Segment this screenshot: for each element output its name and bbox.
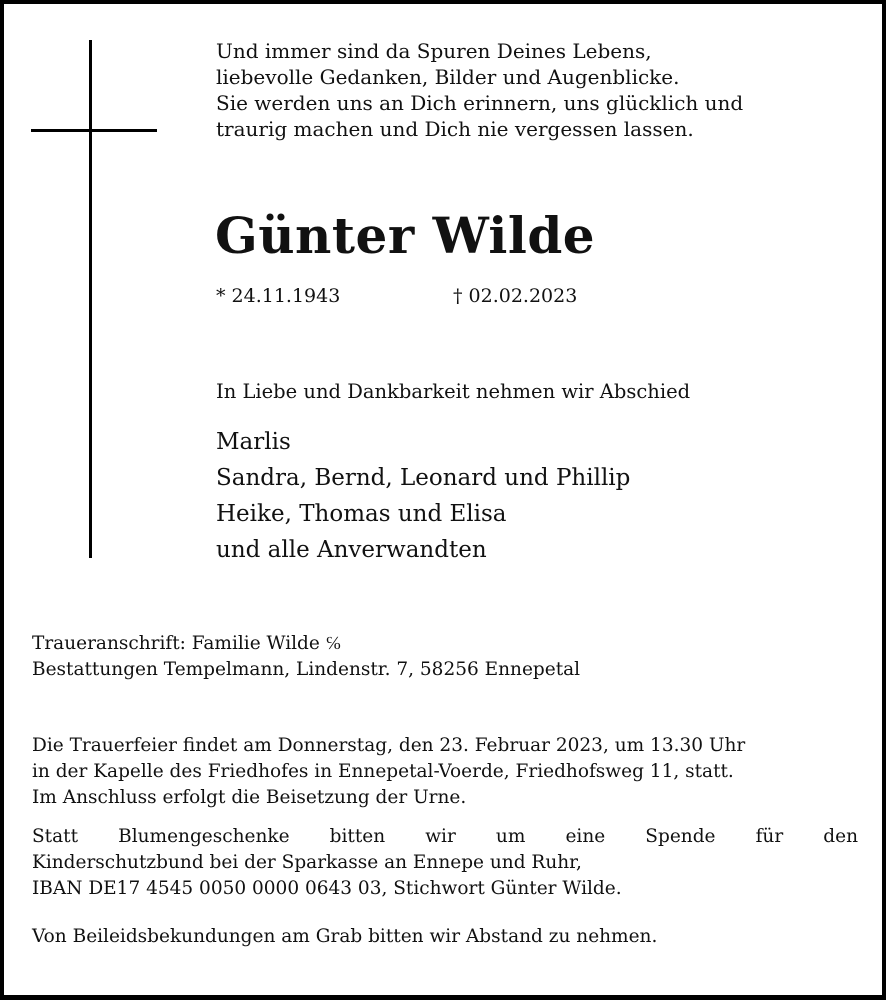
- ceremony-info: [32, 733, 745, 811]
- poem: [216, 38, 743, 142]
- poem-line: liebevolle Gedanken, Bilder und Augenblicke.: [216, 65, 680, 89]
- mourner: Heike, Thomas und Elisa: [216, 501, 507, 527]
- address-line: Bestattungen Tempelmann, Lindenstr. 7, 58256 Ennepetal: [32, 659, 581, 680]
- address-line: Traueranschrift: Familie Wilde ℅: [32, 633, 342, 654]
- birth-date: * 24.11.1943: [216, 285, 341, 307]
- mourners-list: [216, 424, 630, 568]
- donation-line: Kinderschutzbund bei der Sparkasse an Ennepe und Ruhr,: [32, 852, 582, 873]
- poem-line: Sie werden uns an Dich erinnern, uns glücklich und: [216, 91, 744, 115]
- mourner: und alle Anverwandten: [216, 537, 487, 563]
- death-date: † 02.02.2023: [453, 285, 578, 307]
- ceremony-line: in der Kapelle des Friedhofes in Ennepetal-Voerde, Friedhofsweg 11, statt.: [32, 761, 734, 782]
- donation-line: Statt Blumengeschenke bitten wir um eine Spende für den: [32, 826, 858, 847]
- condolences-note: Von Beileidsbekundungen am Grab bitten wir Abstand zu nehmen.: [32, 926, 658, 947]
- ceremony-line: Im Anschluss erfolgt die Beisetzung der Urne.: [32, 787, 467, 808]
- mourning-address: [32, 631, 580, 683]
- deceased-name: Günter Wilde: [215, 206, 596, 265]
- poem-line: traurig machen und Dich nie vergessen lassen.: [216, 117, 694, 141]
- donation-line: IBAN DE17 4545 0050 0000 0643 03, Stichwort Günter Wilde.: [32, 878, 622, 899]
- mourner: Marlis: [216, 429, 291, 455]
- donation-info: [32, 824, 858, 902]
- cross-icon-horizontal: [31, 129, 157, 132]
- ceremony-line: Die Trauerfeier findet am Donnerstag, den 23. Februar 2023, um 13.30 Uhr: [32, 735, 746, 756]
- farewell-intro: In Liebe und Dankbarkeit nehmen wir Abschied: [216, 380, 691, 403]
- poem-line: Und immer sind da Spuren Deines Lebens,: [216, 39, 652, 63]
- mourner: Sandra, Bernd, Leonard und Phillip: [216, 465, 631, 491]
- cross-icon-vertical: [89, 40, 92, 558]
